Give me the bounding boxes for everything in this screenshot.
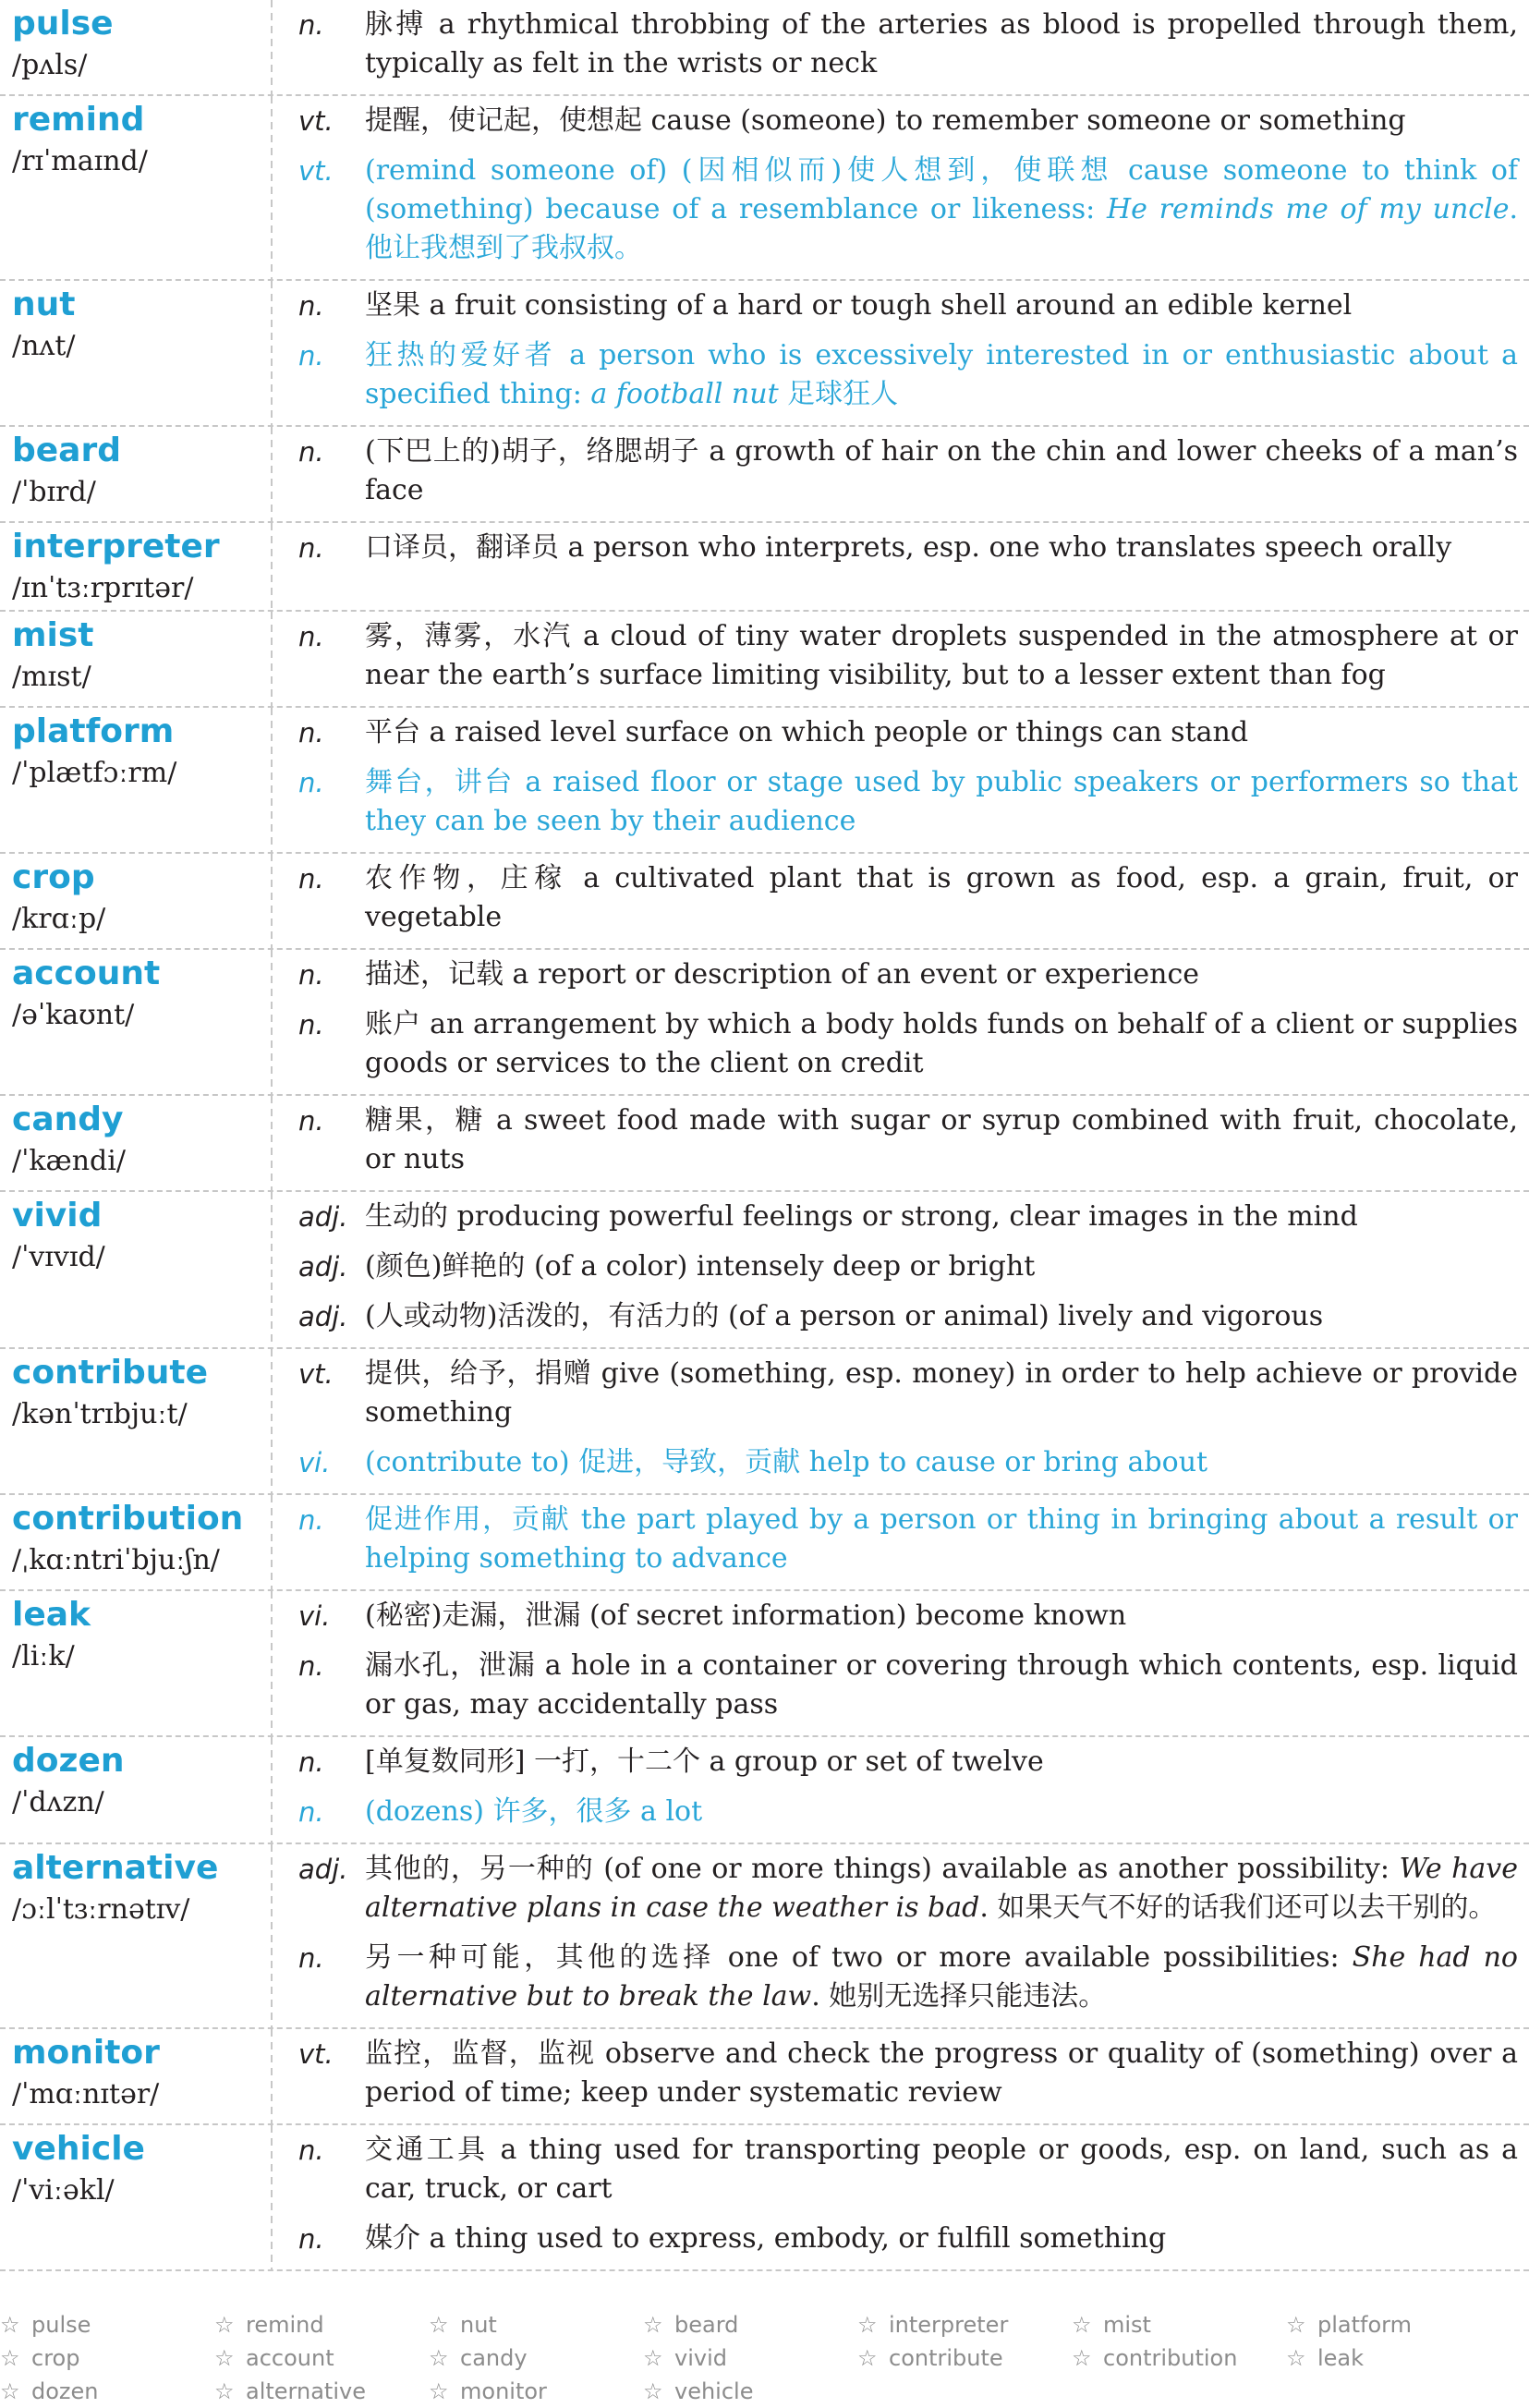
- headword: vivid: [12, 1197, 103, 1234]
- part-of-speech: n.: [298, 1746, 324, 1778]
- phonetic: /əˈkaʊnt/: [12, 999, 135, 1031]
- example-sentence: She had no alternative but to break the law: [365, 1941, 1518, 2013]
- part-of-speech: n.: [298, 2134, 324, 2166]
- definition: [365, 2035, 1518, 2112]
- footer-word-link[interactable]: [643, 2341, 857, 2375]
- definition: [365, 1743, 1518, 1782]
- definition: [365, 102, 1518, 140]
- entry-row: [0, 2125, 1529, 2271]
- phonetic: /ɔːlˈtɜːrnətɪv/: [12, 1893, 190, 1926]
- senses-cell: [273, 1192, 1529, 1347]
- footer-word-link[interactable]: [429, 2341, 643, 2375]
- entry-row: [0, 96, 1529, 281]
- phonetic: /krɑːp/: [12, 903, 106, 935]
- definition: [365, 286, 1518, 325]
- star-icon[interactable]: ☆: [1072, 2345, 1092, 2371]
- definition-text: 足球狂人: [778, 378, 899, 410]
- star-icon[interactable]: ☆: [857, 2345, 878, 2371]
- definition-text: 漏水孔，泄漏 a hole in a container or covering through which contents, esp. liquid or gas, may accidentally pass: [365, 1649, 1518, 1721]
- definition-text: (秘密)走漏，泄漏 (of secret information) become known: [365, 1599, 1127, 1632]
- phonetic: /ɪnˈtɜːrprɪtər/: [12, 572, 194, 604]
- definition: [365, 713, 1518, 752]
- definition: [365, 152, 1518, 268]
- sense: [273, 1443, 1518, 1482]
- part-of-speech: n.: [298, 532, 324, 564]
- headword: beard: [12, 432, 122, 469]
- part-of-speech: vi.: [298, 1600, 331, 1632]
- senses-cell: [273, 427, 1529, 521]
- definition-text: . 她别无选择只能违法。: [811, 1980, 1107, 2013]
- part-of-speech: n.: [298, 1942, 324, 1974]
- example-sentence: a football nut: [590, 378, 779, 410]
- entry-row: [0, 612, 1529, 708]
- headword: vehicle: [12, 2130, 145, 2168]
- footer-word: vehicle: [674, 2378, 754, 2404]
- definition: [365, 1850, 1518, 1928]
- headword-cell: [0, 1192, 271, 1347]
- part-of-speech: adj.: [298, 1301, 348, 1332]
- definition: [365, 859, 1518, 937]
- star-icon[interactable]: ☆: [0, 2378, 20, 2404]
- star-icon[interactable]: ☆: [214, 2378, 235, 2404]
- definition-text: 描述，记载 a report or description of an event or experience: [365, 958, 1200, 991]
- sense: [273, 2035, 1518, 2112]
- footer-word-link[interactable]: [214, 2308, 429, 2341]
- headword-cell: [0, 281, 271, 425]
- senses-cell: [273, 612, 1529, 706]
- phonetic: /ˈplætfɔːrm/: [12, 757, 177, 789]
- phonetic: /ˈvɪvɪd/: [12, 1241, 105, 1273]
- entry-row: [0, 1192, 1529, 1349]
- star-icon[interactable]: ☆: [429, 2312, 449, 2338]
- star-icon[interactable]: ☆: [643, 2345, 663, 2371]
- definition-text: 其他的，另一种的 (of one or more things) available as another possibility:: [365, 1853, 1400, 1885]
- example-sentence: He reminds me of my uncle: [1106, 193, 1510, 225]
- sense: [273, 617, 1518, 695]
- headword: pulse: [12, 5, 114, 43]
- entry-row: [0, 1844, 1529, 2029]
- part-of-speech: n.: [298, 340, 324, 371]
- definition-text: 坚果 a fruit consisting of a hard or tough shell around an edible kernel: [365, 289, 1353, 322]
- definition-text: (dozens) 许多，很多 a lot: [365, 1795, 703, 1828]
- definition-text: 另一种可能，其他的选择 one of two or more available possibilities:: [365, 1941, 1353, 1974]
- star-icon[interactable]: ☆: [643, 2378, 663, 2404]
- part-of-speech: adj.: [298, 1201, 348, 1233]
- definition: [365, 1297, 1518, 1336]
- definition: [365, 1939, 1518, 2016]
- headword: crop: [12, 858, 95, 896]
- definition-text: 促进作用，贡献 the part played by a person or thing in bringing about a result or helping something to advance: [365, 1503, 1518, 1575]
- part-of-speech: n.: [298, 1009, 324, 1040]
- definition-text: 农作物，庄稼 a cultivated plant that is grown as food, esp. a grain, fruit, or vegetable: [365, 862, 1518, 933]
- part-of-speech: n.: [298, 1504, 324, 1536]
- footer-word-link[interactable]: [0, 2308, 214, 2341]
- definition-text: (人或动物)活泼的，有活力的 (of a person or animal) lively and vigorous: [365, 1300, 1324, 1332]
- definition: [365, 763, 1518, 841]
- footer-word-link[interactable]: [429, 2375, 643, 2408]
- definition-text: 生动的 producing powerful feelings or strong, clear images in the mind: [365, 1200, 1358, 1233]
- footer-word: alternative: [246, 2378, 366, 2404]
- definition: [365, 1597, 1518, 1636]
- headword-cell: [0, 0, 271, 94]
- footer-word-link[interactable]: [1072, 2308, 1286, 2341]
- star-icon[interactable]: ☆: [0, 2312, 20, 2338]
- footer-word: account: [246, 2345, 334, 2371]
- footer-word-link[interactable]: [1286, 2341, 1500, 2375]
- entry-row: [0, 1349, 1529, 1495]
- part-of-speech: n.: [298, 1105, 324, 1137]
- sense: [273, 1743, 1518, 1782]
- definition-text: 舞台，讲台 a raised floor or stage used by public speakers or performers so that they can be seen by their audience: [365, 766, 1518, 837]
- word-index-footer: [0, 2308, 1529, 2408]
- headword: nut: [12, 286, 76, 323]
- part-of-speech: vt.: [298, 155, 334, 187]
- senses-cell: [273, 2029, 1529, 2123]
- entry-row: [0, 1096, 1529, 1192]
- definition: [365, 2219, 1518, 2258]
- part-of-speech: n.: [298, 959, 324, 991]
- definition: [365, 1247, 1518, 1286]
- part-of-speech: n.: [298, 1650, 324, 1682]
- headword: dozen: [12, 1742, 125, 1780]
- definition: [365, 1005, 1518, 1083]
- definition-text: 提醒，使记起，使想起 cause (someone) to remember someone or something: [365, 104, 1406, 137]
- headword: candy: [12, 1101, 124, 1138]
- star-icon[interactable]: ☆: [857, 2312, 878, 2338]
- definition: [365, 617, 1518, 695]
- headword-cell: [0, 1096, 271, 1190]
- definition-text: . 如果天气不好的话我们还可以去干别的。: [979, 1891, 1497, 1924]
- definition: [365, 1793, 1518, 1831]
- definition-text: (contribute to) 促进，导致，贡献 help to cause or bring about: [365, 1446, 1208, 1478]
- headword-cell: [0, 2125, 271, 2269]
- sense: [273, 1647, 1518, 1724]
- part-of-speech: n.: [298, 290, 324, 322]
- definition: [365, 955, 1518, 994]
- phonetic: /rɪˈmaɪnd/: [12, 145, 148, 177]
- sense: [273, 1355, 1518, 1432]
- sense: [273, 1297, 1518, 1336]
- footer-word-link[interactable]: [0, 2341, 214, 2375]
- headword: account: [12, 955, 161, 992]
- footer-word: crop: [31, 2345, 80, 2371]
- part-of-speech: n.: [298, 436, 324, 468]
- part-of-speech: n.: [298, 621, 324, 652]
- sense: [273, 1850, 1518, 1928]
- star-icon[interactable]: ☆: [429, 2378, 449, 2404]
- senses-cell: [273, 1096, 1529, 1190]
- senses-cell: [273, 96, 1529, 279]
- part-of-speech: n.: [298, 1796, 324, 1828]
- star-icon[interactable]: ☆: [214, 2345, 235, 2371]
- footer-word-link[interactable]: [857, 2341, 1072, 2375]
- footer-row: [0, 2308, 1529, 2341]
- footer-word: leak: [1317, 2345, 1365, 2371]
- sense: [273, 432, 1518, 510]
- senses-cell: [273, 708, 1529, 852]
- definition: [365, 1501, 1518, 1578]
- footer-word: candy: [460, 2345, 528, 2371]
- headword-cell: [0, 612, 271, 706]
- phonetic: /ˈkændi/: [12, 1145, 126, 1177]
- footer-word: interpreter: [889, 2312, 1009, 2338]
- sense: [273, 763, 1518, 841]
- part-of-speech: vt.: [298, 2038, 334, 2070]
- footer-word: vivid: [674, 2345, 727, 2371]
- star-icon[interactable]: ☆: [1286, 2345, 1306, 2371]
- footer-word: monitor: [460, 2378, 547, 2404]
- footer-word-link[interactable]: [429, 2308, 643, 2341]
- definition-text: 平台 a raised level surface on which people or things can stand: [365, 716, 1249, 748]
- entry-row: [0, 523, 1529, 612]
- headword-cell: [0, 427, 271, 521]
- phonetic: /pʌls/: [12, 49, 88, 81]
- headword-cell: [0, 2029, 271, 2123]
- definition-text: 账户 an arrangement by which a body holds funds on behalf of a client or supplies goods or services to the client on credit: [365, 1008, 1518, 1079]
- star-icon[interactable]: ☆: [0, 2345, 20, 2371]
- definition-text: 交通工具 a thing used for transporting people or goods, esp. on land, such as a car, truck, or cart: [365, 2134, 1518, 2205]
- part-of-speech: adj.: [298, 1854, 348, 1885]
- senses-cell: [273, 1591, 1529, 1735]
- star-icon[interactable]: ☆: [429, 2345, 449, 2371]
- footer-word: dozen: [31, 2378, 99, 2404]
- sense: [273, 1793, 1518, 1831]
- definition-text: 媒介 a thing used to express, embody, or fulfill something: [365, 2222, 1167, 2255]
- definition: [365, 336, 1518, 414]
- star-icon[interactable]: ☆: [214, 2312, 235, 2338]
- headword: interpreter: [12, 528, 220, 566]
- sense: [273, 1198, 1518, 1236]
- phonetic: /ˈbɪrd/: [12, 476, 96, 508]
- part-of-speech: n.: [298, 9, 324, 41]
- sense: [273, 1597, 1518, 1636]
- headword: contribution: [12, 1500, 244, 1538]
- headword-cell: [0, 96, 271, 279]
- sense: [273, 529, 1518, 567]
- part-of-speech: n.: [298, 2223, 324, 2255]
- phonetic: /mɪst/: [12, 661, 91, 693]
- headword-cell: [0, 1495, 271, 1589]
- definition: [365, 529, 1518, 567]
- phonetic: /kənˈtrɪbjuːt/: [12, 1398, 188, 1430]
- entry-row: [0, 1591, 1529, 1737]
- entry-row: [0, 281, 1529, 427]
- phonetic: /ˈmɑːnɪtər/: [12, 2078, 160, 2110]
- footer-word-link[interactable]: [1072, 2341, 1286, 2375]
- definition-text: 雾，薄雾，水汽 a cloud of tiny water droplets suspended in the atmosphere at or near the earth’s surface limiting visibility, but to a lesser extent than fog: [365, 620, 1518, 691]
- footer-word-link[interactable]: [214, 2375, 429, 2408]
- definition-text: (remind someone of) (因相似而)使人想到，使联想 cause someone to think of (something) because of a resemblance or likeness:: [365, 154, 1518, 225]
- senses-cell: [273, 0, 1529, 94]
- footer-word-link[interactable]: [643, 2308, 857, 2341]
- sense: [273, 152, 1518, 268]
- entry-row: [0, 1737, 1529, 1844]
- definition: [365, 432, 1518, 510]
- footer-word: nut: [460, 2312, 497, 2338]
- footer-word-link[interactable]: [1286, 2308, 1500, 2341]
- footer-word-link[interactable]: [857, 2308, 1072, 2341]
- footer-word-link[interactable]: [0, 2375, 214, 2408]
- part-of-speech: n.: [298, 863, 324, 894]
- headword-cell: [0, 950, 271, 1094]
- headword-cell: [0, 708, 271, 852]
- entry-row: [0, 427, 1529, 523]
- senses-cell: [273, 854, 1529, 948]
- definition: [365, 1101, 1518, 1179]
- headword-cell: [0, 1349, 271, 1493]
- sense: [273, 336, 1518, 414]
- footer-word: beard: [674, 2312, 739, 2338]
- definition-text: 口译员，翻译员 a person who interprets, esp. one who translates speech orally: [365, 531, 1452, 564]
- footer-word: contribute: [889, 2345, 1003, 2371]
- definition: [365, 1355, 1518, 1432]
- star-icon[interactable]: ☆: [1072, 2312, 1092, 2338]
- entry-row: [0, 854, 1529, 950]
- entry-row: [0, 2029, 1529, 2125]
- headword: platform: [12, 712, 175, 750]
- senses-cell: [273, 1495, 1529, 1589]
- definition-text: 提供，给予，捐赠 give (something, esp. money) in order to help achieve or provide something: [365, 1357, 1518, 1429]
- definition-text: 狂热的爱好者 a person who is excessively interested in or enthusiastic about a specified thing:: [365, 339, 1518, 410]
- definition-text: [单复数同形] 一打，十二个 a group or set of twelve: [365, 1745, 1044, 1778]
- senses-cell: [273, 1737, 1529, 1842]
- phonetic: /ˈviːəkl/: [12, 2174, 115, 2207]
- senses-cell: [273, 281, 1529, 425]
- definition-text: (颜色)鲜艳的 (of a color) intensely deep or bright: [365, 1250, 1036, 1283]
- part-of-speech: adj.: [298, 1251, 348, 1283]
- footer-word: mist: [1103, 2312, 1151, 2338]
- sense: [273, 713, 1518, 752]
- definition-text: 糖果，糖 a sweet food made with sugar or syrup combined with fruit, chocolate, or nuts: [365, 1104, 1518, 1175]
- definition-text: 脉搏 a rhythmical throbbing of the arteries as blood is propelled through them, typically as felt in the wrists or neck: [365, 8, 1518, 79]
- entry-row: [0, 950, 1529, 1096]
- part-of-speech: vt.: [298, 1358, 334, 1390]
- headword: monitor: [12, 2034, 160, 2072]
- senses-cell: [273, 2125, 1529, 2269]
- phonetic: /liːk/: [12, 1640, 75, 1672]
- headword: leak: [12, 1596, 91, 1634]
- headword-cell: [0, 1591, 271, 1735]
- definition-text: 监控，监督，监视 observe and check the progress or quality of (something) over a period of time; keep under systematic review: [365, 2037, 1518, 2109]
- headword-cell: [0, 1737, 271, 1842]
- star-icon[interactable]: ☆: [643, 2312, 663, 2338]
- headword: contribute: [12, 1354, 209, 1392]
- headword-cell: [0, 1844, 271, 2027]
- footer-word: pulse: [31, 2312, 91, 2338]
- entry-row: [0, 708, 1529, 854]
- footer-row: [0, 2375, 1529, 2408]
- footer-word: contribution: [1103, 2345, 1238, 2371]
- sense: [273, 1939, 1518, 2016]
- senses-cell: [273, 950, 1529, 1094]
- part-of-speech: vt.: [298, 105, 334, 137]
- definition-text: . 他让我想到了我叔叔。: [365, 193, 1518, 264]
- footer-word-link[interactable]: [214, 2341, 429, 2375]
- sense: [273, 286, 1518, 325]
- headword: mist: [12, 616, 94, 654]
- part-of-speech: vi.: [298, 1447, 331, 1478]
- part-of-speech: n.: [298, 767, 324, 798]
- sense: [273, 2131, 1518, 2208]
- sense: [273, 1501, 1518, 1578]
- sense: [273, 1101, 1518, 1179]
- sense: [273, 859, 1518, 937]
- definition-text: (下巴上的)胡子，络腮胡子 a growth of hair on the chin and lower cheeks of a man’s face: [365, 435, 1518, 506]
- headword: alternative: [12, 1849, 219, 1887]
- example-sentence: We have alternative plans in case the weather is bad: [365, 1853, 1519, 1924]
- star-icon[interactable]: ☆: [1286, 2312, 1306, 2338]
- phonetic: /ˌkɑːntriˈbjuːʃn/: [12, 1544, 220, 1576]
- sense: [273, 1247, 1518, 1286]
- sense: [273, 955, 1518, 994]
- sense: [273, 2219, 1518, 2258]
- sense: [273, 1005, 1518, 1083]
- footer-word-link[interactable]: [643, 2375, 857, 2408]
- headword: remind: [12, 101, 145, 139]
- footer-word: platform: [1317, 2312, 1412, 2338]
- phonetic: /ˈdʌzn/: [12, 1786, 104, 1818]
- senses-cell: [273, 1349, 1529, 1493]
- definition: [365, 1647, 1518, 1724]
- definition: [365, 6, 1518, 83]
- sense: [273, 6, 1518, 83]
- entry-row: [0, 1495, 1529, 1591]
- footer-word: remind: [246, 2312, 324, 2338]
- headword-cell: [0, 523, 271, 610]
- sense: [273, 102, 1518, 140]
- phonetic: /nʌt/: [12, 330, 76, 362]
- senses-cell: [273, 523, 1529, 610]
- footer-row: [0, 2341, 1529, 2375]
- definition: [365, 1198, 1518, 1236]
- definition: [365, 1443, 1518, 1482]
- entry-row: [0, 0, 1529, 96]
- part-of-speech: n.: [298, 717, 324, 748]
- definition: [365, 2131, 1518, 2208]
- senses-cell: [273, 1844, 1529, 2027]
- headword-cell: [0, 854, 271, 948]
